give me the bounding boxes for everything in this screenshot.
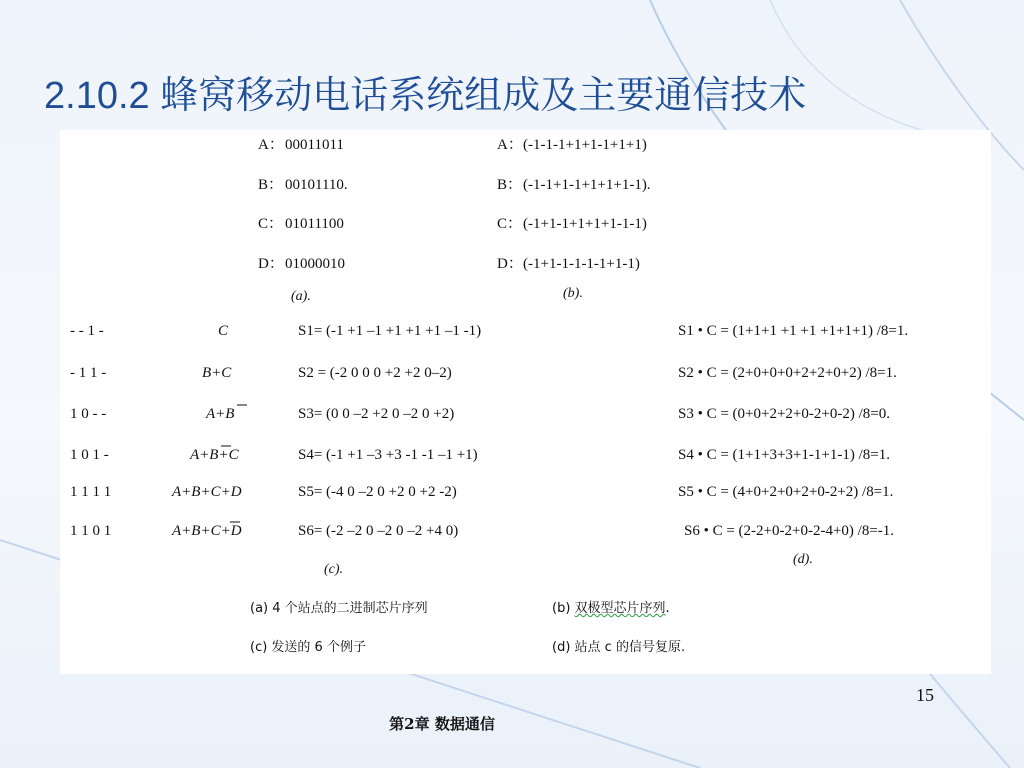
slide-title: 2.10.2 蜂窝移动电话系统组成及主要通信技术 — [44, 75, 807, 117]
table-c-bits: 1 1 0 1 — [70, 523, 112, 539]
table-c-logic: A+B+C — [190, 447, 239, 463]
table-b-row-label: D： — [497, 256, 523, 272]
caption-a: (a) 4 个站点的二进制芯片序列 — [250, 601, 428, 616]
table-c-logic: A+B+C+D — [172, 523, 242, 539]
table-b-row-label: B： — [497, 177, 523, 193]
table-c-sequence: S2 = (-2 0 0 0 +2 +2 0–2) — [298, 365, 452, 381]
table-b-row-label: C： — [497, 216, 523, 232]
caption-b-prefix: (b) — [552, 601, 575, 616]
table-d-row: S4 • C = (1+1+3+3+1-1+1-1) /8=1. — [678, 447, 890, 463]
caption-c: (c) 发送的 6 个例子 — [250, 640, 366, 655]
table-c-bits: - 1 1 - — [70, 365, 107, 381]
table-c-sequence: S3= (0 0 –2 +2 0 –2 0 +2) — [298, 406, 455, 422]
slide-footer: 第2章 数据通信 — [389, 715, 495, 733]
table-c-logic: B+C — [202, 365, 232, 381]
table-c-bits: 1 1 1 1 — [70, 484, 112, 500]
table-b-row-value: (-1-1-1+1+1-1+1+1) — [523, 137, 647, 153]
table-d-row: S1 • C = (1+1+1 +1 +1 +1+1+1) /8=1. — [678, 323, 909, 339]
page-number: 15 — [916, 685, 934, 705]
table-d-row: S2 • C = (2+0+0+0+2+2+0+2) /8=1. — [678, 365, 897, 381]
table-d-row: S6 • C = (2-2+0-2+0-2-4+0) /8=-1. — [684, 523, 895, 539]
table-a-row-label: C： — [258, 216, 284, 232]
table-c-sequence: S5= (-4 0 –2 0 +2 0 +2 -2) — [298, 484, 457, 500]
table-b-label: (b). — [563, 286, 583, 301]
table-c-logic: A+B — [206, 406, 235, 422]
complement-overlines — [60, 130, 991, 674]
table-c-bits: - - 1 - — [70, 323, 104, 339]
table-c-logic: C — [218, 323, 229, 339]
caption-b — [552, 599, 670, 619]
table-c-sequence: S4= (-1 +1 –3 +3 -1 -1 –1 +1) — [298, 447, 478, 463]
table-a-row-label: B： — [258, 177, 284, 193]
table-c-bits: 1 0 - - — [70, 406, 107, 422]
table-b-row-label: A： — [497, 137, 523, 153]
table-c-sequence: S1= (-1 +1 –1 +1 +1 +1 –1 -1) — [298, 323, 482, 339]
table-c-sequence: S6= (-2 –2 0 –2 0 –2 +4 0) — [298, 523, 459, 539]
caption-b-underlined: 双极型芯片序列 — [574, 601, 666, 616]
table-b-row-value: (-1+1-1-1-1-1+1-1) — [523, 256, 640, 272]
table-a-row-value: 01000010 — [285, 256, 345, 272]
table-a-row-value: 01011100 — [285, 216, 344, 232]
table-c-logic: A+B+C+D — [172, 484, 242, 500]
table-a-label: (a). — [291, 289, 311, 304]
table-c-bits: 1 0 1 - — [70, 447, 109, 463]
cdma-chip-sequence-figure — [60, 130, 991, 674]
caption-b-suffix: . — [665, 601, 670, 616]
caption-d: (d) 站点 c 的信号复原. — [552, 640, 686, 655]
table-b-row-value: (-1-1+1-1+1+1+1-1). — [523, 177, 651, 193]
table-a-row-value: 00101110. — [285, 177, 348, 193]
table-d-label: (d). — [793, 552, 813, 567]
table-c-label: (c). — [324, 562, 344, 577]
table-d-row: S5 • C = (4+0+2+0+2+0-2+2) /8=1. — [678, 484, 894, 500]
table-a-row-label: D： — [258, 256, 284, 272]
table-a-row-label: A： — [258, 137, 284, 153]
table-a-row-value: 00011011 — [285, 137, 344, 153]
table-d-row: S3 • C = (0+0+2+2+0-2+0-2) /8=0. — [678, 406, 890, 422]
table-b-row-value: (-1+1-1+1+1+1-1-1) — [523, 216, 647, 232]
